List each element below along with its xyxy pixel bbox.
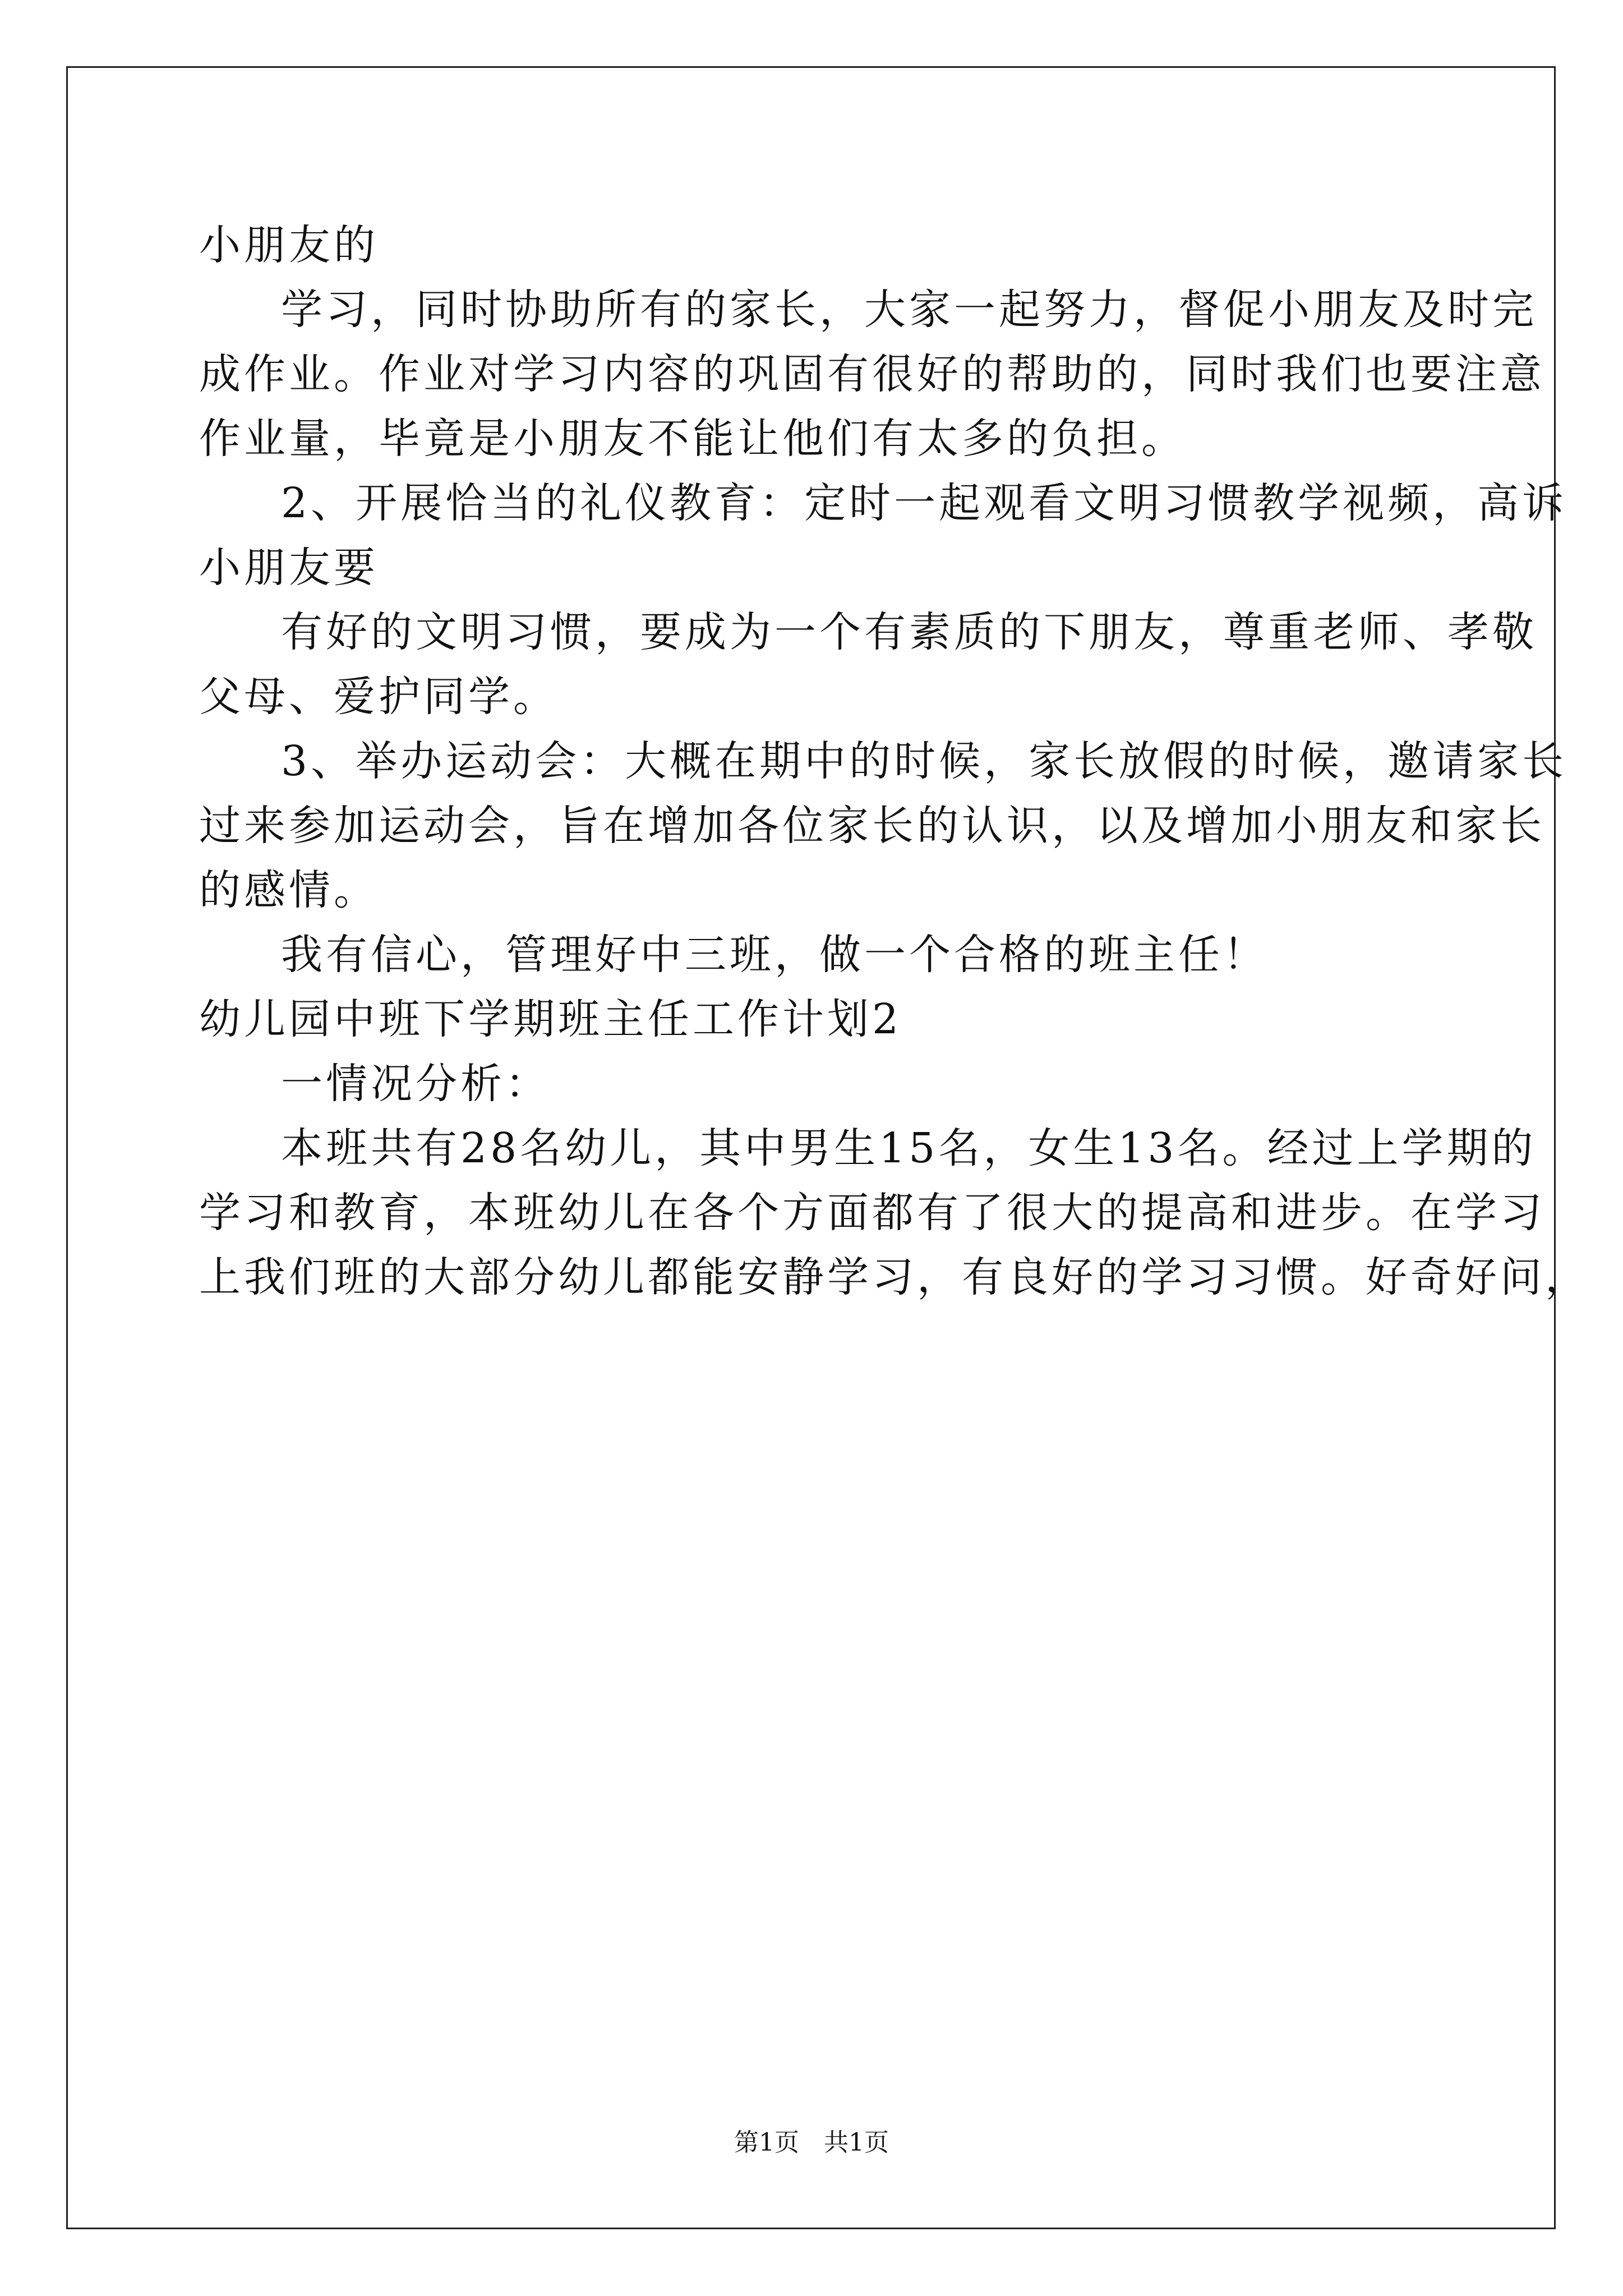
section-heading: 幼儿园中班下学期班主任工作计划2 [199, 995, 902, 1043]
text-line-15: 本班共有28名幼儿，其中男生15名，女生13名。经过上学期的 [281, 1124, 1537, 1172]
text-line-7: 有好的文明习惯，要成为一个有素质的下朋友，尊重老师、孝敬 [281, 608, 1537, 656]
text-line-5: 2、开展恰当的礼仪教育：定时一起观看文明习惯教学视频，高诉 [281, 479, 1567, 527]
text-line-9: 3、举办运动会：大概在期中的时候，家长放假的时候，邀请家长 [281, 737, 1567, 785]
text-line-11: 的感情。 [199, 866, 379, 914]
text-line-10: 过来参加运动会，旨在增加各位家长的认识，以及增加小朋友和家长 [199, 802, 1545, 850]
text-line-6: 小朋友要 [199, 544, 379, 592]
text-line-12: 我有信心，管理好中三班，做一个合格的班主任！ [281, 931, 1268, 979]
text-line-4: 作业量，毕竟是小朋友不能让他们有太多的负担。 [199, 415, 1186, 463]
text-line-3: 成作业。作业对学习内容的巩固有很好的帮助的，同时我们也要注意 [199, 350, 1545, 398]
text-line-17: 上我们班的大部分幼儿都能安静学习，有良好的学习习惯。好奇好问， [199, 1253, 1590, 1301]
text-line-1: 小朋友的 [199, 221, 379, 269]
page-footer: 第1页 共1页 [734, 2128, 889, 2157]
text-line-2: 学习，同时协助所有的家长，大家一起努力，督促小朋友及时完 [281, 286, 1537, 334]
text-line-16: 学习和教育，本班幼儿在各个方面都有了很大的提高和进步。在学习 [199, 1189, 1545, 1237]
text-line-14: 一情况分析： [281, 1060, 550, 1108]
text-line-8: 父母、爱护同学。 [199, 673, 558, 721]
document-body [199, 213, 1590, 1310]
